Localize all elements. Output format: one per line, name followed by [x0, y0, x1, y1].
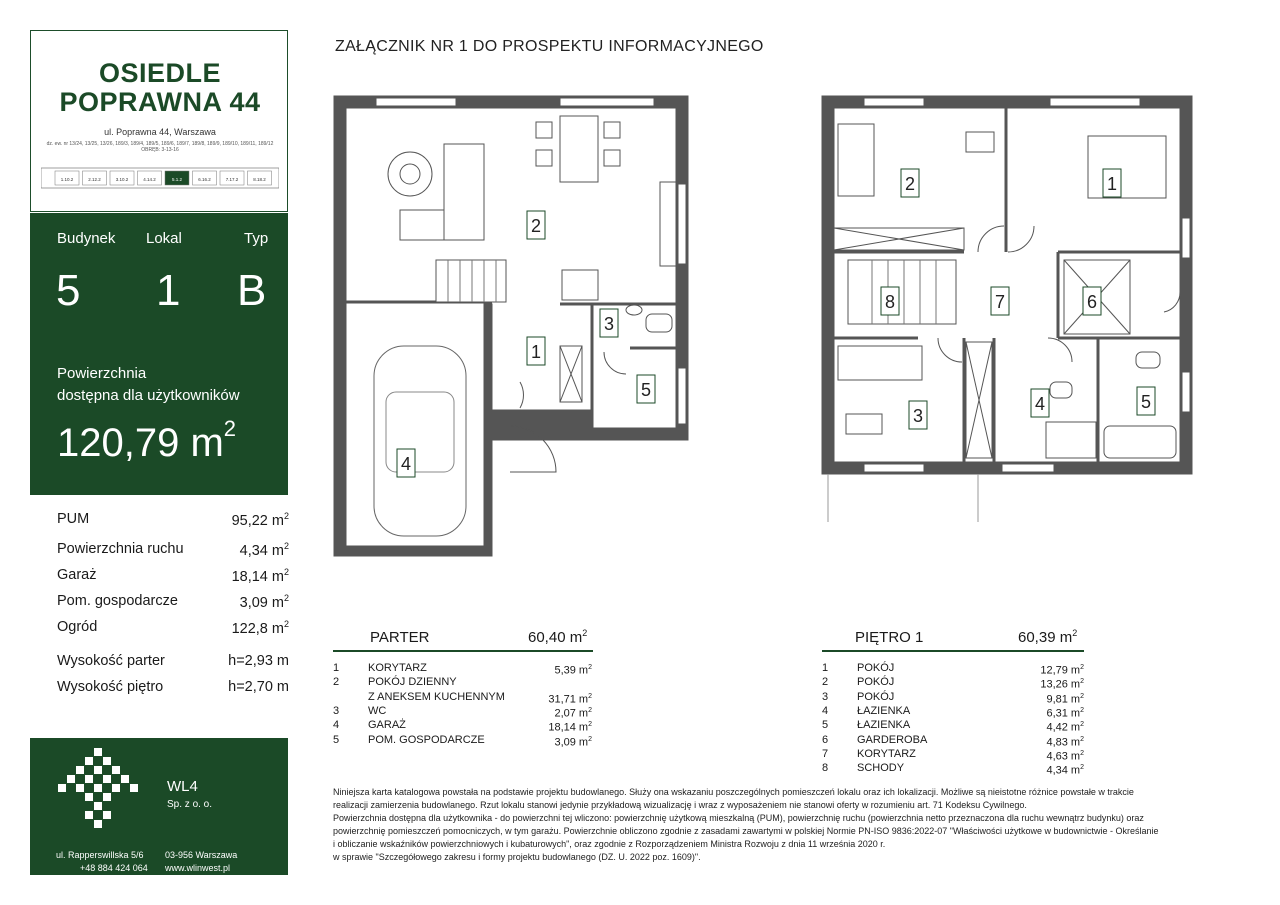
stat-unit-sup: 2 [283, 567, 289, 577]
room-name: KORYTARZ [368, 662, 427, 674]
stat-label: Wysokość parter [57, 653, 165, 669]
gf-wall-core [492, 410, 592, 440]
gf-wall-garage-bottom [334, 546, 488, 556]
type-label: Typ [244, 230, 269, 247]
logo-square [85, 811, 93, 819]
ff-wall-right [1180, 96, 1192, 474]
room-number: 4 [822, 704, 829, 717]
strip-unit-label: 7.17.2 [225, 177, 239, 182]
site-strip-plan [41, 165, 279, 191]
developer-name: WL4 [167, 778, 198, 795]
ff-total-value: 60,39 m [1018, 629, 1073, 646]
logo-square [85, 757, 93, 765]
stat-label: Garaż [57, 567, 97, 583]
room-number: 1 [822, 662, 829, 674]
room-name: WC [368, 704, 387, 717]
parcel-list: dz. ew. nr 13/24, 13/25, 13/26, 189/3, 189/4, 189/5, 189/6, 189/7, 189/8, 189/9, 189/10, 189/11, 189/12 [46, 141, 274, 147]
strip-unit-label: 5.1.2 [171, 177, 183, 182]
gf-wall-bottom-right [592, 428, 688, 440]
room-label-number: 7 [994, 292, 1006, 312]
room-area: 3,09 $m^2$ [554, 735, 592, 749]
room-name: POKÓJ DZIENNY [368, 676, 457, 689]
stat-label: Powierzchnia ruchu [57, 541, 184, 557]
room-name: POM. GOSPODARCZE [368, 733, 485, 746]
logo-square [94, 784, 102, 792]
room-name: ŁAZIENKA [857, 704, 911, 717]
estate-name [31, 59, 289, 117]
footnote-line: i obliczanie wskaźników powierzchniowych i kubaturowych", oraz zgodnie z Rozporządzeniem Ministra Rozwoju z dnia 11 września 2020 r. [333, 839, 886, 849]
strip-unit-label: 8.18.2 [253, 177, 266, 182]
developer-form: Sp. z o. o. [167, 799, 213, 810]
footnote-line: powierzchnię pomieszczeń pomocniczych, w tym garażu. Powierzchnie obliczono zgodnie z zasadami zawartymi w polskiej Normie PN-ISO 9836:2022-07 "Właściwości użytkowe w budownictwie - Określanie [333, 826, 1159, 836]
logo-square [103, 757, 111, 765]
gf-total-sup: 2 [582, 628, 588, 638]
footnote-line: Powierzchnia dostępna dla użytkownika - do powierzchni tej wliczono: powierzchnię użytkową mieszkalną (PUM), powierzchnię ruchu (powierzchnia netto przeznaczona dla ruchu wewnątrz budynku) oraz [333, 813, 1144, 823]
room-area: 31,71 $m^2$ [548, 692, 592, 706]
room-area: 13,26 $m^2$ [1040, 678, 1084, 691]
room-label-number: 3 [603, 314, 615, 334]
room-area: 12,79 $m^2$ [1040, 664, 1084, 677]
building-number: 5 [56, 266, 81, 315]
document-title: ZAŁĄCZNIK NR 1 DO PROSPEKTU INFORMACYJNEGO [335, 38, 764, 55]
gf-table-title: PARTER [370, 629, 430, 646]
stat-value: 18,14 $m^2$ [231, 567, 289, 585]
logo-square [130, 784, 138, 792]
room-area: 9,81 $m^2$ [1046, 692, 1084, 706]
ff-table-title: PIĘTRO 1 [855, 629, 924, 646]
room-number: 3 [822, 690, 829, 703]
room-number: 7 [822, 747, 829, 760]
area-desc-line1: Powierzchnia [57, 365, 147, 382]
room-name: POKÓJ [857, 662, 895, 674]
total-area-unit-sup: 2 [223, 415, 237, 441]
logo-square [94, 748, 102, 756]
room-name: GARDEROBA [857, 733, 928, 746]
area-description [57, 363, 240, 407]
room-number: 5 [333, 733, 340, 746]
footnote-line: Niniejsza karta katalogowa powstała na podstawie projektu budowlanego. Służy ona wskazaniu poszczególnych pomieszczeń lokalu oraz ich lokalizacji. Możliwe są nieistotne różnice powstałe w trakcie [333, 787, 1134, 797]
room-number: 2 [333, 676, 340, 689]
logo-square [67, 775, 75, 783]
parcel-numbers [39, 141, 281, 153]
logo-square [103, 775, 111, 783]
developer-logo [54, 746, 144, 828]
developer-web: www.wlinwest.pl [165, 863, 231, 873]
room-name: Z ANEKSEM KUCHENNYM [368, 690, 505, 703]
room-label-number: 1 [1106, 174, 1118, 194]
room-area: 4,34 $m^2$ [1046, 764, 1084, 777]
room-area: 6,31 $m^2$ [1046, 706, 1084, 720]
logo-square [94, 802, 102, 810]
building-label: Budynek [57, 230, 116, 247]
room-label-number: 3 [912, 406, 924, 426]
stat-value: 3,09 $m^2$ [239, 593, 289, 611]
room-number: 5 [822, 719, 829, 732]
unit-number: 1 [156, 266, 181, 315]
total-area-value: 120,79 m [57, 421, 224, 465]
gf-wall-garage-right [484, 304, 492, 556]
developer-panel [30, 738, 288, 875]
room-area: 4,83 $m^2$ [1046, 735, 1084, 749]
stat-label: Pom. gospodarcze [57, 593, 178, 609]
room-label-number: 4 [1034, 394, 1046, 414]
gf-wall-left [334, 96, 346, 556]
unit-summary-panel [30, 213, 288, 495]
logo-square [103, 811, 111, 819]
logo-square [112, 766, 120, 774]
ff-wall-left [822, 96, 834, 474]
logo-square [85, 775, 93, 783]
gf-total-value: 60,40 m [528, 629, 583, 646]
room-area [512, 675, 592, 689]
strip-unit-label: 4.14.2 [143, 177, 156, 182]
room-area: 4,63 $m^2$ [1046, 749, 1084, 763]
area-desc-line2: dostępna dla użytkowników [57, 387, 240, 404]
stat-value: h=2,70 m [228, 679, 289, 695]
room-name: POKÓJ [857, 690, 895, 703]
strip-unit-label: 1.10.2 [60, 177, 74, 182]
estate-address: ul. Poprawna 44, Warszawa [104, 127, 216, 137]
strip-unit-label: 2.12.2 [88, 177, 101, 182]
estate-name-line2: POPRAWNA 44 [59, 87, 261, 117]
room-label-number: 1 [530, 342, 542, 362]
logo-square [121, 775, 129, 783]
ff-total-sup: 2 [1072, 628, 1078, 638]
room-label-number: 8 [884, 292, 896, 312]
ff-table-total [1018, 628, 1077, 646]
room-label-number: 6 [1086, 292, 1098, 312]
room-name: POKÓJ [857, 676, 895, 689]
parcel-obreb: OBRĘB: 3-13-16 [141, 147, 179, 153]
stat-unit-sup: 2 [283, 593, 289, 603]
estate-name-line1: OSIEDLE [98, 58, 222, 88]
strip-unit-label: 3.10.2 [115, 177, 129, 182]
gf-table-rule [333, 650, 593, 652]
legal-footnote [333, 786, 1245, 864]
stat-label: Wysokość piętro [57, 679, 164, 695]
developer-phone: +48 884 424 064 [80, 863, 148, 873]
logo-square [76, 766, 84, 774]
room-area: 5,39 $m^2$ [554, 664, 592, 677]
stat-label: Ogród [57, 619, 98, 635]
room-name: SCHODY [857, 762, 905, 775]
room-name: ŁAZIENKA [857, 719, 911, 732]
strip-unit-label: 6.16.2 [198, 177, 211, 182]
stat-value: 95,22 $m^2$ [231, 511, 289, 529]
logo-square [112, 784, 120, 792]
developer-street: ul. Rapperswillska 5/6 [56, 850, 144, 860]
logo-square [103, 793, 111, 801]
developer-city: 03-956 Warszawa [165, 850, 238, 860]
first-floor-plan [818, 92, 1198, 522]
room-name: KORYTARZ [857, 747, 916, 760]
gf-table-total [528, 628, 587, 646]
stat-unit-sup: 2 [283, 511, 289, 521]
stat-unit-sup: 2 [283, 619, 289, 629]
room-name: GARAŻ [368, 719, 406, 732]
room-area: 18,14 $m^2$ [548, 721, 592, 734]
room-label-number: 2 [530, 216, 542, 236]
stat-label: PUM [57, 511, 90, 527]
logo-square [94, 766, 102, 774]
logo-square [94, 820, 102, 828]
room-label-number: 2 [904, 174, 916, 194]
footnote-line: realizacji zamierzenia budowlanego. Rzut lokalu stanowi jedynie przykładową wizualizację i wraz z wyposażeniem nie stanowi oferty w rozumieniu art. 71 Kodeksu Cywilnego. [333, 800, 1027, 810]
room-number: 1 [333, 662, 340, 674]
room-number: 4 [333, 719, 340, 732]
logo-square [76, 784, 84, 792]
room-label-number: 5 [1140, 392, 1152, 412]
total-area [57, 415, 237, 466]
room-label-number: 4 [400, 454, 412, 474]
room-number: 6 [822, 733, 829, 746]
logo-box [30, 30, 288, 212]
stat-value: 122,8 $m^2$ [231, 619, 289, 637]
room-area: 2,07 $m^2$ [554, 706, 592, 720]
room-number: 8 [822, 762, 829, 775]
room-number: 2 [822, 676, 829, 689]
ground-floor-plan [330, 92, 708, 562]
ff-table-rule [822, 650, 1084, 652]
stat-value: 4,34 $m^2$ [239, 541, 289, 559]
stat-value: h=2,93 m [228, 653, 289, 669]
stat-unit-sup: 2 [283, 541, 289, 551]
room-number: 3 [333, 704, 340, 717]
room-area: 4,42 $m^2$ [1046, 721, 1084, 734]
unit-label: Lokal [146, 230, 182, 247]
unit-type: B [237, 266, 267, 315]
logo-square [85, 793, 93, 801]
room-label-number: 5 [640, 380, 652, 400]
footnote-line: w sprawie "Szczegółowego zakresu i formy projektu budowlanego (DZ. U. 2022 poz. 1609)". [333, 852, 701, 862]
logo-square [58, 784, 66, 792]
